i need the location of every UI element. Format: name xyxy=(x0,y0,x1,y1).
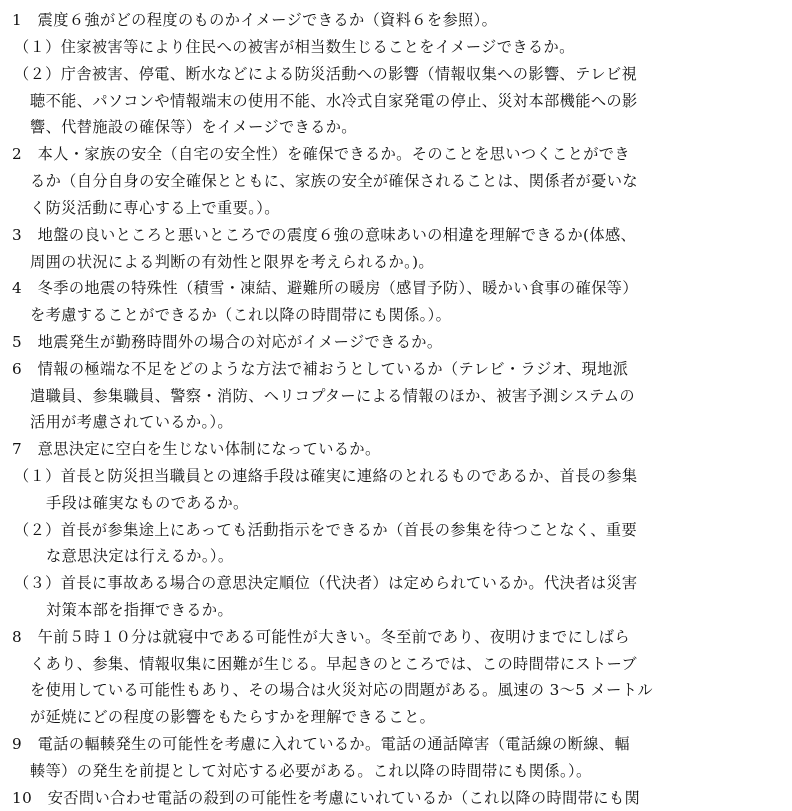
item-9-line-2: 輳等）の発生を前提として対応する必要がある。これ以降の時間帯にも関係。）。 xyxy=(30,762,592,780)
item-8-line-1: 8 午前５時１０分は就寝中である可能性が大きい。冬至前であり、夜明けまでにしばら xyxy=(12,628,630,646)
item-1-sub-2-line-1: （２）庁舎被害、停電、断水などによる防災活動への影響（情報収集への影響、テレビ視 xyxy=(14,65,638,83)
item-7-sub-1-line-1: （１）首長と防災担当職員との連絡手段は確実に連絡のとれるものであるか、首長の参集 xyxy=(14,467,638,485)
item-7-sub-2-line-1: （２）首長が参集途上にあっても活動指示をできるか（首長の参集を待つことなく、重要 xyxy=(14,521,638,539)
item-7-sub-3-line-1: （３）首長に事故ある場合の意思決定順位（代決者）は定められているか。代決者は災害 xyxy=(14,574,638,592)
item-1-sub-2-line-3: 響、代替施設の確保等）をイメージできるか。 xyxy=(30,118,357,136)
item-3-line-2: 周囲の状況による判断の有効性と限界を考えられるか。)。 xyxy=(30,253,435,271)
item-8-line-4: が延焼にどの程度の影響をもたらすかを理解できること。 xyxy=(30,708,436,726)
item-2-line-3: く防災活動に専心する上で重要。）。 xyxy=(30,199,280,217)
item-1-sub-2-line-2: 聴不能、パソコンや情報端末の使用不能、水冷式自家発電の停止、災対本部機能への影 xyxy=(30,92,638,110)
item-4-line-1: 4 冬季の地震の特殊性（積雪・凍結、避難所の暖房（感冒予防）、暖かい食事の確保等） xyxy=(12,279,638,297)
item-1-line-1: 1 震度６強がどの程度のものかイメージできるか（資料６を参照）。 xyxy=(12,11,498,29)
item-10-line-1: 10 安否問い合わせ電話の殺到の可能性を考慮にいれているか（これ以降の時間帯にも関 xyxy=(12,789,641,807)
item-7-sub-3-line-2: 対策本部を指揮できるか。 xyxy=(46,601,234,619)
item-5-line-1: 5 地震発生が勤務時間外の場合の対応がイメージできるか。 xyxy=(12,333,443,351)
item-8-line-3: を使用している可能性もあり、その場合は火災対応の問題がある。風速の 3～5 メートル xyxy=(30,681,653,699)
item-3-line-1: 3 地盤の良いところと悪いところでの震度６強の意味あいの相違を理解できるか(体感、 xyxy=(12,226,637,244)
item-7-line-1: 7 意思決定に空白を生じない体制になっているか。 xyxy=(12,440,381,458)
item-7-sub-1-line-2: 手段は確実なものであるか。 xyxy=(46,494,249,512)
item-7-sub-2-line-2: な意思決定は行えるか。）。 xyxy=(46,547,234,565)
item-6-line-2: 遣職員、参集職員、警察・消防、ヘリコプターによる情報のほか、被害予測システムの xyxy=(30,387,636,405)
item-9-line-1: 9 電話の輻輳発生の可能性を考慮に入れているか。電話の通話障害（電話線の断線、輻 xyxy=(12,735,630,753)
item-6-line-1: 6 情報の極端な不足をどのような方法で補おうとしているか（テレビ・ラジオ、現地派 xyxy=(12,360,629,378)
item-1-sub-1-line-1: （１）住家被害等により住民への被害が相当数生じることをイメージできるか。 xyxy=(14,38,575,56)
item-8-line-2: くあり、参集、情報収集に困難が生じる。早起きのところでは、この時間帯にストーブ xyxy=(30,655,638,673)
item-4-line-2: を考慮することができるか（これ以降の時間帯にも関係。）。 xyxy=(30,306,452,324)
item-2-line-1: 2 本人・家族の安全（自宅の安全性）を確保できるか。そのことを思いつくことができ xyxy=(12,145,630,163)
item-6-line-3: 活用が考慮されているか。）。 xyxy=(30,413,234,431)
item-2-line-2: るか（自分自身の安全確保とともに、家族の安全が確保されることは、関係者が憂いな xyxy=(30,172,638,190)
